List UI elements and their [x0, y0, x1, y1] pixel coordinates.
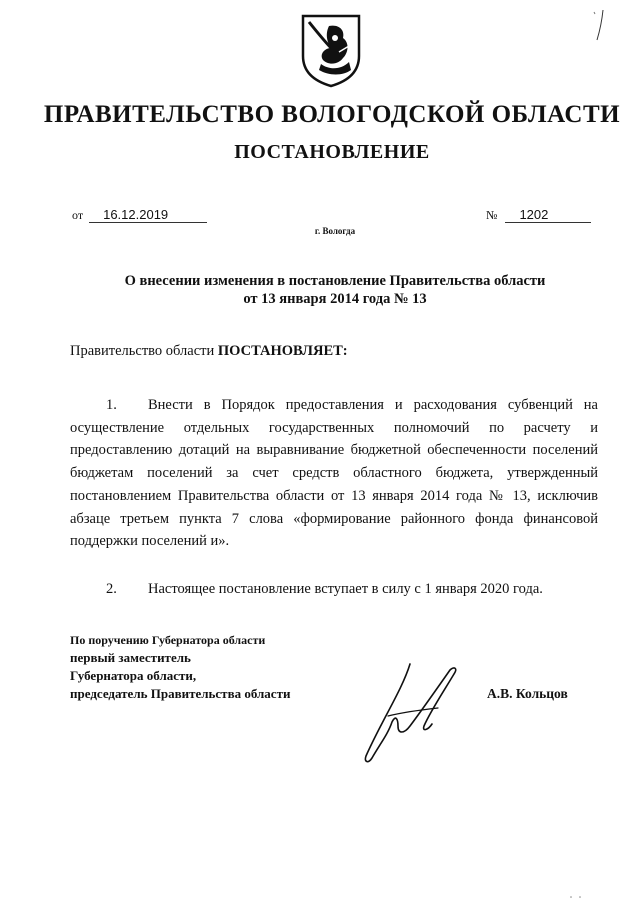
preamble-emphasis: ПОСТАНОВЛЯЕТ:: [217, 343, 348, 359]
paragraph-1: [70, 394, 598, 553]
document-number: 1202: [505, 207, 591, 223]
document-number-field: [486, 207, 591, 224]
number-prefix: №: [486, 208, 498, 222]
vologda-coat-of-arms-icon: [299, 12, 363, 88]
document-date-field: [72, 207, 207, 224]
document-subject: [70, 272, 600, 308]
paragraph-text: Внести в Порядок предоставления и расходования субвенций на осуществление отдельных государственных полномочий по расчету и предоставлению дотаций на выравнивание бюджетной обеспеченности поселений бюджетам поселений за счет средств областного бюджета, утвержденный постановлением Правительства области от 13 января 2014 года № 13, исключив абзаце третьем пункта 7 слова «формирование районного фонда финансовой поддержки поселений и».: [70, 397, 598, 550]
preamble: [70, 343, 348, 360]
preamble-text: Правительство области: [70, 343, 215, 359]
signer-line-1: По поручению Губернатора области: [70, 633, 266, 647]
paragraph-number: 2.: [106, 581, 117, 597]
signer-name: А.В. Кольцов: [487, 686, 568, 701]
paragraph-text: Настоящее постановление вступает в силу с 1 января 2020 года.: [148, 581, 543, 597]
signer-line-2: первый заместитель: [70, 650, 191, 665]
signer-title-block: [70, 631, 290, 703]
paragraph-2: [70, 578, 598, 601]
date-prefix: от: [72, 208, 84, 222]
subject-line-2: от 13 января 2014 года № 13: [243, 291, 427, 307]
document-date: 16.12.2019: [89, 207, 207, 223]
handwritten-signature: [358, 660, 470, 770]
corner-pen-mark: [592, 8, 606, 42]
organization-title: ПРАВИТЕЛЬСТВО ВОЛОГОДСКОЙ ОБЛАСТИ: [43, 101, 621, 128]
document-type-title: ПОСТАНОВЛЕНИЕ: [234, 141, 430, 163]
signer-line-4: председатель Правительства области: [70, 686, 291, 701]
signer-line-3: Губернатора области,: [70, 668, 197, 683]
city-label: г. Вологда: [314, 226, 356, 236]
subject-line-1: О внесении изменения в постановление Правительства области: [124, 273, 546, 289]
page-corner-marks: [568, 894, 588, 900]
paragraph-number: 1.: [106, 397, 117, 413]
